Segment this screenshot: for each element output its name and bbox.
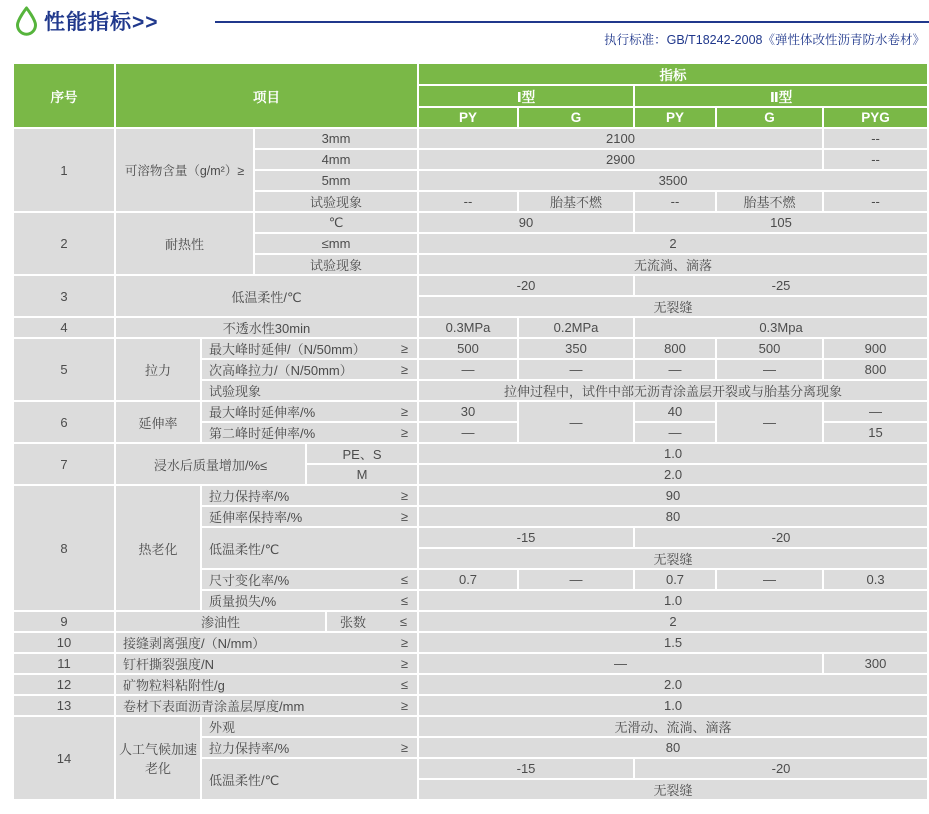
value-cell: 无裂缝 [418, 296, 928, 317]
table-row [13, 401, 928, 422]
col-header-no: 序号 [13, 63, 115, 128]
gte-symbol: ≥ [400, 425, 409, 440]
param-label-cell [201, 590, 418, 611]
value-cell: 胎基不燃 [518, 191, 634, 212]
value-cell: 2100 [418, 128, 823, 149]
sub-label: 试验现象 [254, 254, 418, 275]
page-title: 性能指标>> [44, 11, 159, 34]
param-label-cell [201, 359, 418, 380]
value-cell: 0.3MPa [418, 317, 518, 338]
value-cell: — [518, 569, 634, 590]
item-label: 热老化 [115, 485, 201, 611]
col-header-py1: PY [418, 107, 518, 128]
param-label: 低温柔性/℃ [201, 527, 418, 569]
value-cell: 300 [823, 653, 928, 674]
spec-table [12, 62, 929, 801]
row-number: 4 [13, 317, 115, 338]
item-label: 低温柔性/℃ [115, 275, 418, 317]
value-cell: 105 [634, 212, 928, 233]
row-number: 7 [13, 443, 115, 485]
table-row [13, 611, 928, 632]
col-header-type2: Ⅱ型 [634, 85, 928, 107]
param-label: 试验现象 [201, 380, 418, 401]
value-cell: 2 [418, 611, 928, 632]
param-label-cell [201, 401, 418, 422]
value-cell: 无裂缝 [418, 779, 928, 800]
param-label: 质量损失/% [209, 594, 277, 609]
table-row [13, 716, 928, 737]
item-label: 可溶物含量（g/m²）≥ [115, 128, 254, 212]
row-number: 9 [13, 611, 115, 632]
value-cell: 350 [518, 338, 634, 359]
value-cell: 0.2MPa [518, 317, 634, 338]
value-cell: 无滑动、流淌、滴落 [418, 716, 928, 737]
row-number: 8 [13, 485, 115, 611]
value-cell: 3500 [418, 170, 928, 191]
value-cell: — [716, 359, 823, 380]
value-cell: — [518, 401, 634, 443]
droplet-icon [13, 5, 40, 36]
value-cell: 90 [418, 485, 928, 506]
value-cell: 500 [716, 338, 823, 359]
value-cell: -- [823, 128, 928, 149]
row-number: 5 [13, 338, 115, 401]
value-cell: — [418, 653, 823, 674]
gte-symbol: ≥ [400, 656, 409, 671]
row-number: 14 [13, 716, 115, 800]
param-label: 最大峰时延伸率/% [209, 405, 316, 420]
lte-symbol: ≤ [400, 572, 409, 587]
row-number: 6 [13, 401, 115, 443]
value-cell: 1.5 [418, 632, 928, 653]
item-label: 矿物粒料粘附性/g [123, 678, 225, 693]
value-cell: 900 [823, 338, 928, 359]
value-cell: — [716, 401, 823, 443]
table-row [13, 212, 928, 233]
value-cell: — [418, 359, 518, 380]
row-number: 13 [13, 695, 115, 716]
value-cell: -25 [634, 275, 928, 296]
item-label: 耐热性 [115, 212, 254, 275]
value-cell: — [716, 569, 823, 590]
value-cell: -- [634, 191, 716, 212]
col-header-type1: Ⅰ型 [418, 85, 634, 107]
value-cell: -20 [418, 275, 634, 296]
param-label: 次高峰拉力/（N/50mm） [209, 363, 353, 378]
value-cell: -- [823, 191, 928, 212]
row-number: 11 [13, 653, 115, 674]
param-label: 拉力保持率/% [209, 741, 290, 756]
standard-reference: 执行标准：GB/T18242-2008《弹性体改性沥青防水卷材》 [604, 33, 925, 47]
value-cell: -- [823, 149, 928, 170]
gte-symbol: ≥ [400, 488, 409, 503]
value-cell: 0.3Mpa [634, 317, 928, 338]
row-number: 1 [13, 128, 115, 212]
lte-symbol: ≤ [400, 677, 409, 692]
col-header-py2: PY [634, 107, 716, 128]
value-cell: 1.0 [418, 590, 928, 611]
value-cell: 1.0 [418, 695, 928, 716]
value-cell: 80 [418, 506, 928, 527]
value-cell: -15 [418, 527, 634, 548]
param-label: 外观 [201, 716, 418, 737]
item-label: 人工气候加速老化 [115, 716, 201, 800]
item-label: 接缝剥离强度/（N/mm） [123, 636, 266, 651]
row-number: 2 [13, 212, 115, 275]
sub-label: M [306, 464, 418, 485]
sub-label: ℃ [254, 212, 418, 233]
item-label-cell [115, 653, 418, 674]
item-label: 延伸率 [115, 401, 201, 443]
value-cell: — [518, 359, 634, 380]
value-cell: -20 [634, 758, 928, 779]
table-row [13, 275, 928, 296]
gte-symbol: ≥ [400, 341, 409, 356]
table-row [13, 128, 928, 149]
item-label-cell [115, 695, 418, 716]
sub-label: 5mm [254, 170, 418, 191]
gte-symbol: ≥ [400, 509, 409, 524]
gte-symbol: ≥ [400, 635, 409, 650]
sub-label: ≤mm [254, 233, 418, 254]
value-cell: 1.0 [418, 443, 928, 464]
col-header-g1: G [518, 107, 634, 128]
value-cell: 拉伸过程中，试件中部无沥青涂盖层开裂或与胎基分离现象 [418, 380, 928, 401]
value-cell: -15 [418, 758, 634, 779]
param-label: 尺寸变化率/% [209, 573, 290, 588]
value-cell: — [634, 422, 716, 443]
gte-symbol: ≥ [400, 404, 409, 419]
item-label: 卷材下表面沥青涂盖层厚度/mm [123, 699, 305, 714]
table-row [13, 653, 928, 674]
sub-label: 4mm [254, 149, 418, 170]
title-bar [0, 0, 929, 58]
param-label: 第二峰时延伸率/% [209, 426, 316, 441]
value-cell: 2900 [418, 149, 823, 170]
row-number: 3 [13, 275, 115, 317]
sub-label: 试验现象 [254, 191, 418, 212]
value-cell: 80 [418, 737, 928, 758]
gte-symbol: ≥ [400, 740, 409, 755]
sub-label: 3mm [254, 128, 418, 149]
item-label: 不透水性30min [115, 317, 418, 338]
value-cell: 2.0 [418, 674, 928, 695]
value-cell: -20 [634, 527, 928, 548]
param-label-cell [201, 569, 418, 590]
title-rule [215, 21, 929, 23]
value-cell: 0.7 [418, 569, 518, 590]
value-cell: 800 [634, 338, 716, 359]
value-cell: — [634, 359, 716, 380]
value-cell: 0.7 [634, 569, 716, 590]
param-label: 张数 [340, 615, 367, 630]
item-label: 渗油性 [115, 611, 326, 632]
param-label: 拉力保持率/% [209, 489, 290, 504]
param-label: 最大峰时延伸/（N/50mm） [209, 342, 366, 357]
param-label: 延伸率保持率/% [209, 510, 303, 525]
header-row-1 [13, 63, 928, 85]
param-label-cell [201, 506, 418, 527]
param-label: 低温柔性/℃ [201, 758, 418, 800]
col-header-g2: G [716, 107, 823, 128]
row-number: 10 [13, 632, 115, 653]
value-cell: 15 [823, 422, 928, 443]
param-label-cell [201, 485, 418, 506]
value-cell: 无裂缝 [418, 548, 928, 569]
param-label-cell [201, 338, 418, 359]
table-row [13, 338, 928, 359]
sub-label: PE、S [306, 443, 418, 464]
col-header-indicator: 指标 [418, 63, 928, 85]
value-cell: 800 [823, 359, 928, 380]
value-cell: 0.3 [823, 569, 928, 590]
value-cell: 500 [418, 338, 518, 359]
value-cell: 30 [418, 401, 518, 422]
item-label: 拉力 [115, 338, 201, 401]
table-row [13, 443, 928, 464]
value-cell: 无流淌、滴落 [418, 254, 928, 275]
item-label-cell [115, 674, 418, 695]
gte-symbol: ≥ [400, 698, 409, 713]
value-cell: 2 [418, 233, 928, 254]
table-row [13, 695, 928, 716]
value-cell: -- [418, 191, 518, 212]
lte-symbol: ≤ [400, 593, 409, 608]
gte-symbol: ≥ [400, 362, 409, 377]
value-cell: 2.0 [418, 464, 928, 485]
col-header-item: 项目 [115, 63, 418, 128]
item-label: 钉杆撕裂强度/N [123, 657, 215, 672]
row-number: 12 [13, 674, 115, 695]
table-row [13, 674, 928, 695]
lte-symbol: ≤ [399, 614, 408, 629]
value-cell: — [823, 401, 928, 422]
col-header-pyg: PYG [823, 107, 928, 128]
param-label-cell [201, 737, 418, 758]
value-cell: 胎基不燃 [716, 191, 823, 212]
value-cell: — [418, 422, 518, 443]
value-cell: 90 [418, 212, 634, 233]
table-row [13, 632, 928, 653]
table-row [13, 485, 928, 506]
value-cell: 40 [634, 401, 716, 422]
table-row [13, 317, 928, 338]
param-label-cell [326, 611, 418, 632]
item-label: 浸水后质量增加/%≤ [115, 443, 306, 485]
param-label-cell [201, 422, 418, 443]
item-label-cell [115, 632, 418, 653]
